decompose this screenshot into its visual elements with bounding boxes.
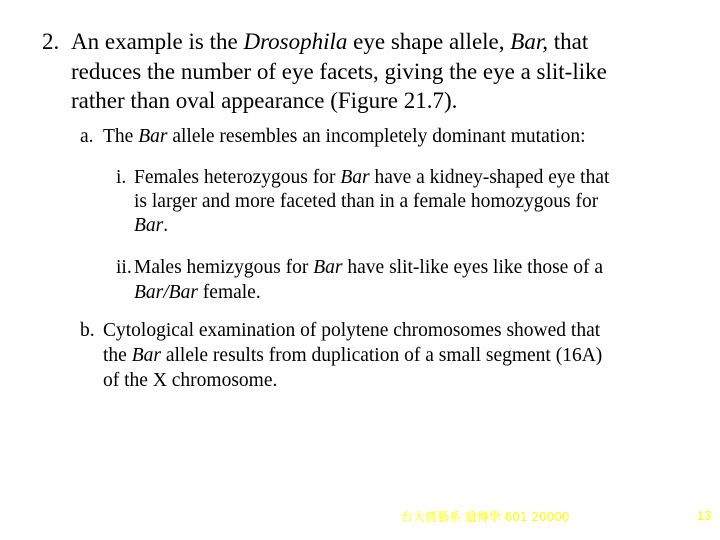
point-b-line-1: Cytological examination of polytene chromosomes showed that: [103, 320, 601, 341]
point-a: [80, 124, 586, 149]
point-a-line-1: The Bar allele resembles an incompletely dominant mutation:: [103, 126, 586, 147]
point-2-line-1: An example is the Drosophila eye shape allele, Bar, that: [71, 29, 589, 54]
point-b-number: b.: [80, 320, 95, 341]
page-number: 13: [697, 508, 712, 523]
point-b: [80, 318, 602, 393]
point-2-number: 2.: [42, 29, 60, 54]
footer-text: 台大農藝系 遺傳學 601 20000: [401, 510, 570, 524]
point-ii: [116, 256, 603, 305]
point-a-number: a.: [80, 126, 94, 147]
point-ii-line-2: Bar/Bar female.: [134, 281, 261, 303]
point-ii-line-1: Males hemizygous for Bar have slit-like eyes like those of a: [134, 257, 603, 278]
point-b-line-2: the Bar allele results from duplication of a small segment (16A): [103, 345, 603, 366]
point-i-line-3: Bar.: [134, 215, 169, 236]
point-ii-number: ii.: [116, 257, 132, 278]
point-i-line-1: Females heterozygous for Bar have a kidney-shaped eye that: [134, 167, 610, 188]
point-2-line-3: rather than oval appearance (Figure 21.7).: [71, 88, 458, 113]
point-b-line-3: of the X chromosome.: [103, 370, 278, 391]
point-2: [42, 27, 607, 116]
point-i: [116, 166, 609, 238]
point-i-line-2: is larger and more faceted than in a female homozygous for: [134, 191, 599, 212]
point-i-number: i.: [116, 167, 127, 188]
point-2-line-2: reduces the number of eye facets, giving the eye a slit-like: [71, 58, 607, 84]
